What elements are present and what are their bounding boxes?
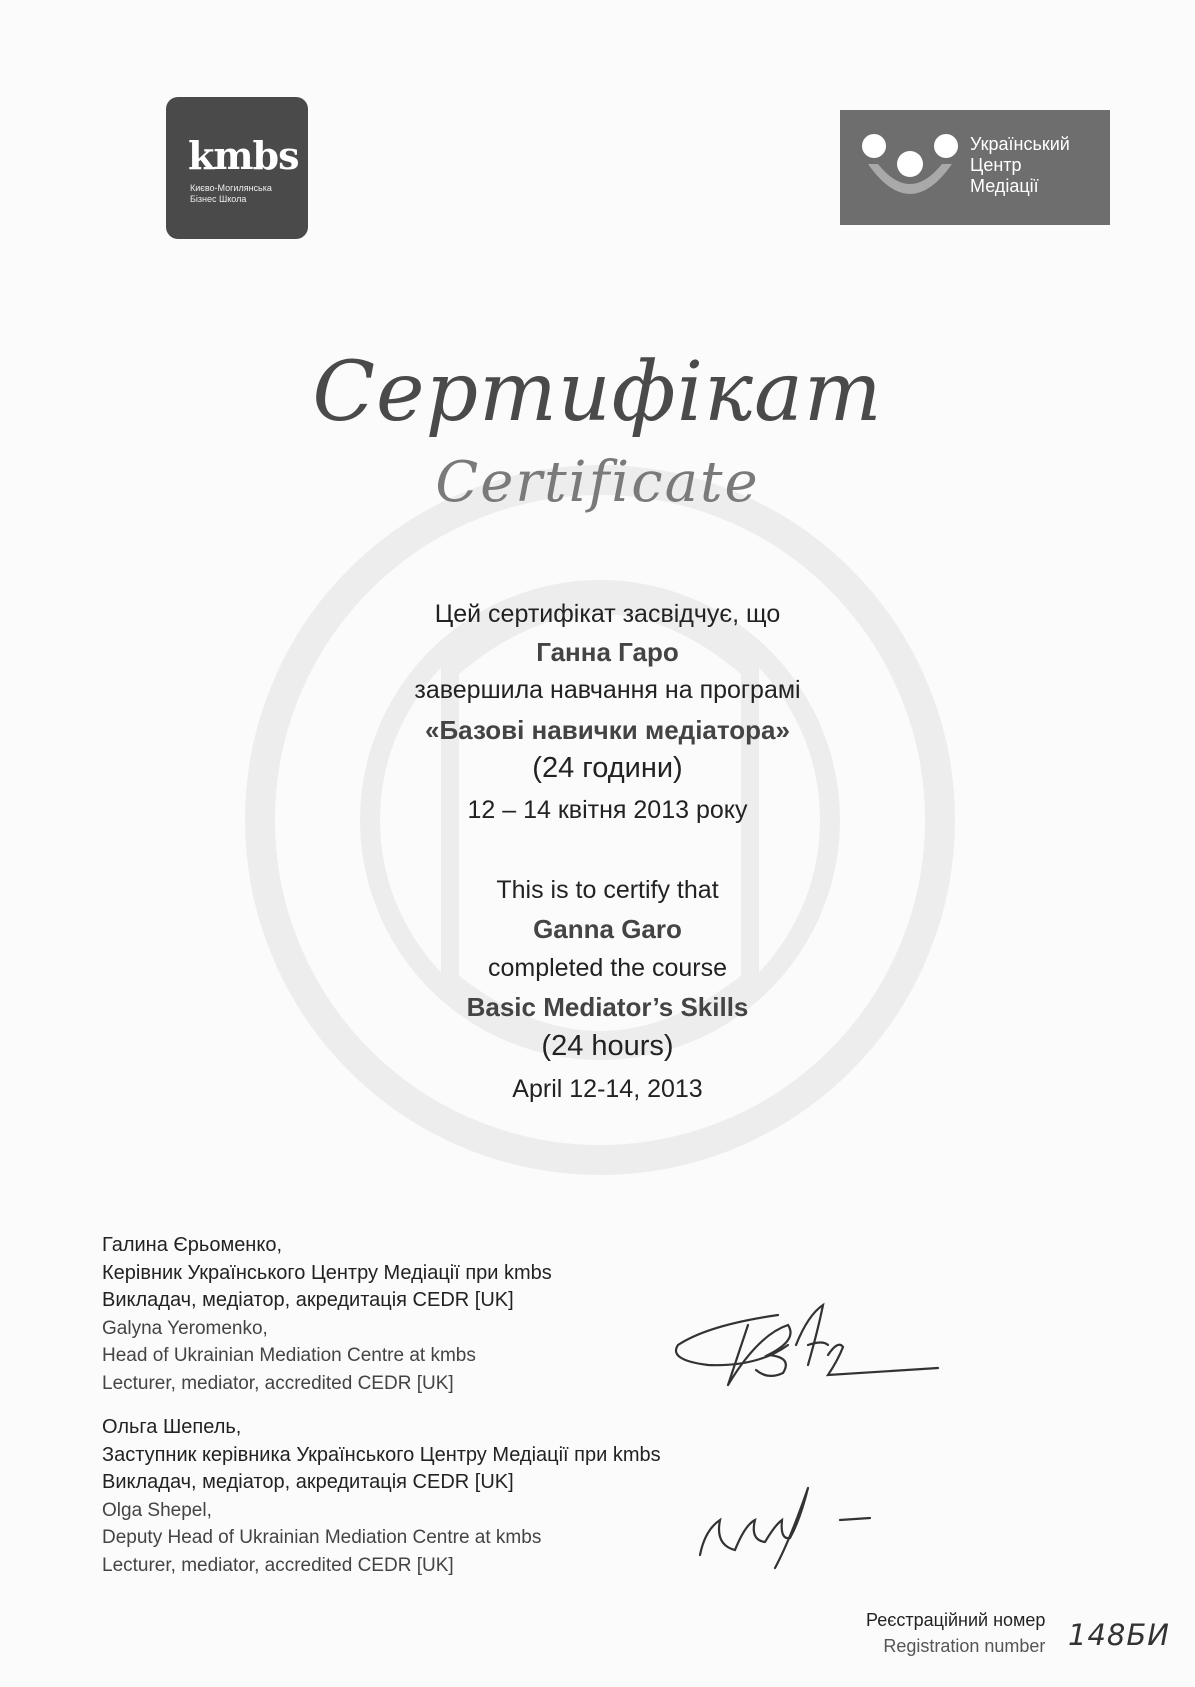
signatory-1 (102, 1232, 552, 1397)
kmbs-subtitle-line1: Києво-Могилянська (190, 183, 272, 193)
mediation-centre-logo (840, 110, 1110, 225)
signatory-2-role-en: Deputy Head of Ukrainian Mediation Centre at kmbs (102, 1527, 542, 1548)
signatory-1-role-en: Head of Ukrainian Mediation Centre at kmbs (102, 1345, 476, 1366)
certificate-title-ua: Сертифікат (312, 345, 883, 440)
program-title-ua: «Базові навички медіатора» (425, 715, 790, 745)
signature-1 (668, 1285, 948, 1395)
completed-en: completed the course (487, 954, 728, 982)
signatory-1-role-ua: Керівник Українського Центру Медіації при kmbs (102, 1261, 552, 1284)
hours-ua: (24 години) (532, 752, 683, 784)
dates-en: April 12-14, 2013 (512, 1075, 703, 1103)
dates-ua: 12 – 14 квітня 2013 року (467, 796, 748, 824)
registration-label-ua: Реєстраційний номер (866, 1610, 1046, 1630)
recipient-name-ua: Ганна Гаро (536, 637, 679, 667)
completed-ua: завершила навчання на програмі (414, 676, 801, 704)
mediation-centre-logo-text (970, 134, 1070, 197)
signatory-1-name-ua: Галина Єрьоменко, (102, 1234, 283, 1256)
signatory-1-title-en: Lecturer, mediator, accredited CEDR [UK] (102, 1372, 454, 1394)
signature-2 (690, 1480, 900, 1570)
signatory-2 (102, 1414, 661, 1579)
registration-number: 148БИ (1068, 1618, 1170, 1652)
ucm-line3: Медіації (970, 176, 1039, 196)
registration-label (866, 1607, 1045, 1659)
certificate-title-en: Certificate (435, 450, 760, 515)
intro-ua: Цей сертифікат засвідчує, що (434, 600, 781, 628)
registration-label-en: Registration number (883, 1636, 1046, 1656)
intro-en: This is to certify that (496, 876, 719, 904)
signatory-2-role-ua: Заступник керівника Українського Центру Медіації при kmbs (102, 1443, 661, 1466)
kmbs-logo-subtitle (190, 183, 272, 205)
program-title-en: Basic Mediator’s Skills (466, 992, 749, 1022)
signatory-2-title-en: Lecturer, mediator, accredited CEDR [UK] (102, 1554, 454, 1576)
signatory-2-title-ua: Викладач, медіатор, акредитація CEDR [UK] (102, 1471, 514, 1493)
ucm-line2: Центр (970, 155, 1022, 175)
signatory-1-name-en: Galyna Yeromenko, (102, 1317, 268, 1339)
ucm-line1: Український (970, 134, 1070, 154)
kmbs-subtitle-line2: Бізнес Школа (190, 194, 247, 204)
signatory-1-title-ua: Викладач, медіатор, акредитація CEDR [UK] (102, 1289, 514, 1311)
recipient-name-en: Ganna Garo (533, 914, 682, 944)
kmbs-logo-text: kmbs (188, 133, 299, 178)
signatory-2-name-ua: Ольга Шепель, (102, 1416, 242, 1438)
mediation-centre-emblem-icon (860, 124, 960, 210)
signatory-2-name-en: Olga Shepel, (102, 1499, 212, 1521)
kmbs-logo (166, 97, 308, 239)
hours-en: (24 hours) (541, 1030, 674, 1062)
